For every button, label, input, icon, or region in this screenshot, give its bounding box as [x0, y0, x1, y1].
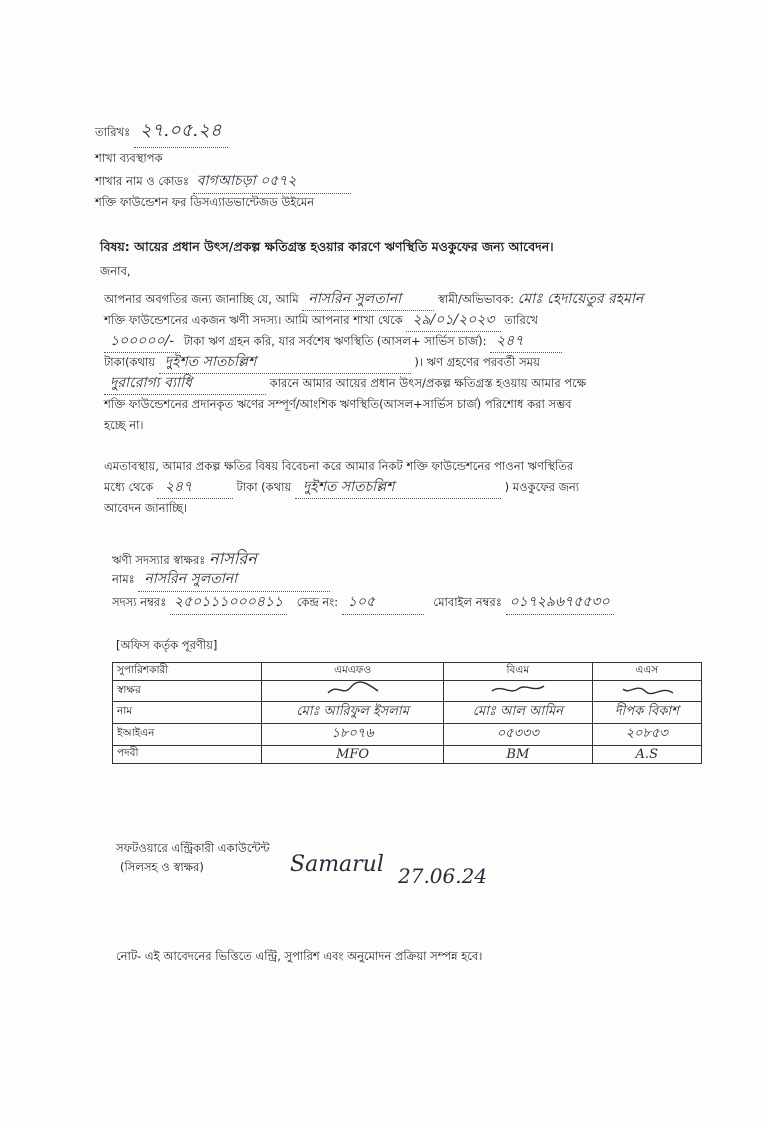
member-id-label: সদস্য নম্বরঃ — [112, 595, 167, 609]
waive-words-filled: দুইশত সাতচল্লিশ — [295, 477, 501, 499]
para1-line4 — [104, 352, 540, 374]
mobile-value: ০১৭২৯৬৭৫৫৩০ — [506, 590, 614, 615]
date-line — [95, 116, 228, 148]
loan-amount-filled: ১০০০০০/- — [104, 331, 180, 353]
balance-words-filled: দুইশত সাতচল্লিশ — [159, 352, 411, 374]
loan-date-filled: ২৯/০১/২০২৩ — [406, 310, 500, 332]
guardian-label: স্বামী/অভিভাবক: — [438, 292, 514, 306]
signature-cell — [262, 681, 444, 702]
para1-text: কারনে আমার আয়ের প্রধান উৎস/প্রকল্প ক্ষতিগ্রস্ত হওয়ায় আমার পক্ষে — [269, 376, 587, 390]
mobile-label: মোবাইল নম্বরঃ — [433, 595, 502, 609]
table-header-row — [113, 663, 702, 681]
para1-text: আপনার অবগতির জন্য জানাচ্ছি যে, আমি — [104, 292, 299, 306]
reason-filled: দুরারোগ্য ব্যাধি — [104, 373, 266, 395]
balance-filled: ২৪৭ — [490, 331, 562, 353]
accountant-subtitle: (সিলসহ ও স্বাক্ষর) — [120, 860, 204, 874]
table-header-cell: এমএফও — [262, 663, 444, 681]
para1-line5 — [104, 373, 586, 395]
table-cell: দীপক বিকাশ — [592, 702, 701, 724]
table-row — [113, 681, 702, 702]
accountant-signature-date: 27.06.24 — [398, 864, 488, 888]
table-cell: A.S — [592, 746, 701, 764]
para1-text: টাকা(কথায় — [104, 355, 156, 369]
table-cell: MFO — [262, 746, 444, 764]
branch-line — [95, 169, 351, 194]
table-cell: ১৮০৭৬ — [262, 724, 444, 746]
row-label: পদবী — [113, 746, 262, 764]
table-header-cell: সুপারিশকারী — [113, 663, 262, 681]
table-cell: মোঃ আল আমিন — [444, 702, 592, 724]
signature-cell — [592, 681, 701, 702]
guardian-name-filled: মোঃ হেদায়েতুর রহমান — [517, 291, 644, 307]
member-name-filled: নাসরিন সুলতানা — [302, 289, 434, 311]
branch-value: বাগআচড়া ০৫৭২ — [193, 169, 351, 194]
table-cell: ০৫৩৩৩ — [444, 724, 592, 746]
member-signature-label: ঋণী সদস্যার স্বাক্ষরঃ — [112, 553, 206, 567]
para2-text: মধ্যে থেকে — [104, 480, 154, 494]
center-label: কেন্দ্র নং: — [296, 595, 339, 609]
member-signature: নাসরিন — [209, 549, 257, 568]
row-label: নাম — [113, 702, 262, 724]
para2-line2 — [104, 477, 579, 499]
para1-text: )। ঋণ গ্রহণের পরবর্তী সময় — [414, 355, 540, 369]
para2-text: ) মওকুফের জন্য — [504, 480, 580, 494]
salutation: জনাব, — [100, 264, 131, 278]
table-row — [113, 702, 702, 724]
signature-scribble — [617, 681, 677, 697]
para2-line1: এমতাবস্থায়, আমার প্রকল্প ক্ষতির বিষয় বিবেচনা করে আমার নিকট শক্তি ফাউন্ডেশনের পাওনা ঋণস্থিতির — [104, 459, 574, 473]
para1-line7: হচ্ছে না। — [104, 418, 144, 432]
signature-scribble — [323, 681, 383, 697]
member-id-line — [112, 590, 614, 615]
para2-text: টাকা (কথায় — [236, 480, 292, 494]
para1-line3 — [104, 331, 562, 353]
addressee-title: শাখা ব্যবস্থাপক — [95, 151, 163, 165]
table-row — [113, 746, 702, 764]
date-label: তারিখঃ — [95, 125, 131, 139]
subject-line: বিষয়: আয়ের প্রধান উৎস/প্রকল্প ক্ষতিগ্রস্ত হওয়ার কারণে ঋণস্থিতি মওকুফের জন্য আবেদন। — [100, 239, 554, 254]
date-value: ২৭.০৫.২৪ — [134, 116, 228, 148]
signature-scribble — [488, 681, 548, 697]
para1-line6: শক্তি ফাউন্ডেশনের প্রদানকৃত ঋণের সম্পূর্ণ/আংশিক ঋণস্থিতি(আসল+সার্ভিস চার্জ) পরিশোধ করা সম্ভব — [104, 397, 572, 411]
office-note: [অফিস কর্তৃক পূরণীয়] — [116, 638, 218, 652]
table-cell: ২০৮৫৩ — [592, 724, 701, 746]
para1-line2 — [104, 310, 538, 332]
para1-line1 — [104, 289, 643, 311]
waive-amount-filled: ২৪৭ — [157, 477, 233, 499]
member-id-value: ২৫০১১১০০০৪১১ — [170, 590, 287, 615]
para2-line3: আবেদন জানাচ্ছি। — [104, 501, 188, 515]
member-name-value: নাসরিন সুলতানা — [138, 567, 330, 592]
footer-note: নোট- এই আবেদনের ভিত্তিতে এন্ট্রি, সুপারিশ এবং অনুমোদন প্রক্রিয়া সম্পন্ন হবে। — [116, 949, 483, 963]
signature-cell — [444, 681, 592, 702]
member-name-label: নামঃ — [112, 572, 135, 586]
table-header-cell: বিএম — [444, 663, 592, 681]
member-name-line — [112, 567, 330, 592]
table-row — [113, 724, 702, 746]
center-value: ১০৫ — [342, 590, 424, 615]
branch-label: শাখার নাম ও কোডঃ — [95, 174, 190, 188]
row-label: ইআইএন — [113, 724, 262, 746]
accountant-title: সফটওয়ারে এন্ট্রিকারী একাউন্টেন্ট — [116, 841, 270, 855]
row-label: স্বাক্ষর — [113, 681, 262, 702]
organization-name: শক্তি ফাউন্ডেশন ফর ডিসএ্যাডভান্টেজড উইমেন — [95, 195, 315, 209]
para1-text: তারিখে — [504, 313, 538, 327]
table-cell: মোঃ আরিফুল ইসলাম — [262, 702, 444, 724]
para1-text: শক্তি ফাউন্ডেশনের একজন ঋণী সদস্য। আমি আপনার শাখা থেকে — [104, 313, 403, 327]
table-header-cell: এএস — [592, 663, 701, 681]
accountant-signature: Samarul — [290, 852, 384, 877]
para1-text: টাকা ঋণ গ্রহন করি, যার সর্বশেষ ঋণস্থিতি (আসল+ সার্ভিস চার্জ): — [183, 334, 487, 348]
office-table — [112, 662, 702, 764]
table-cell: BM — [444, 746, 592, 764]
